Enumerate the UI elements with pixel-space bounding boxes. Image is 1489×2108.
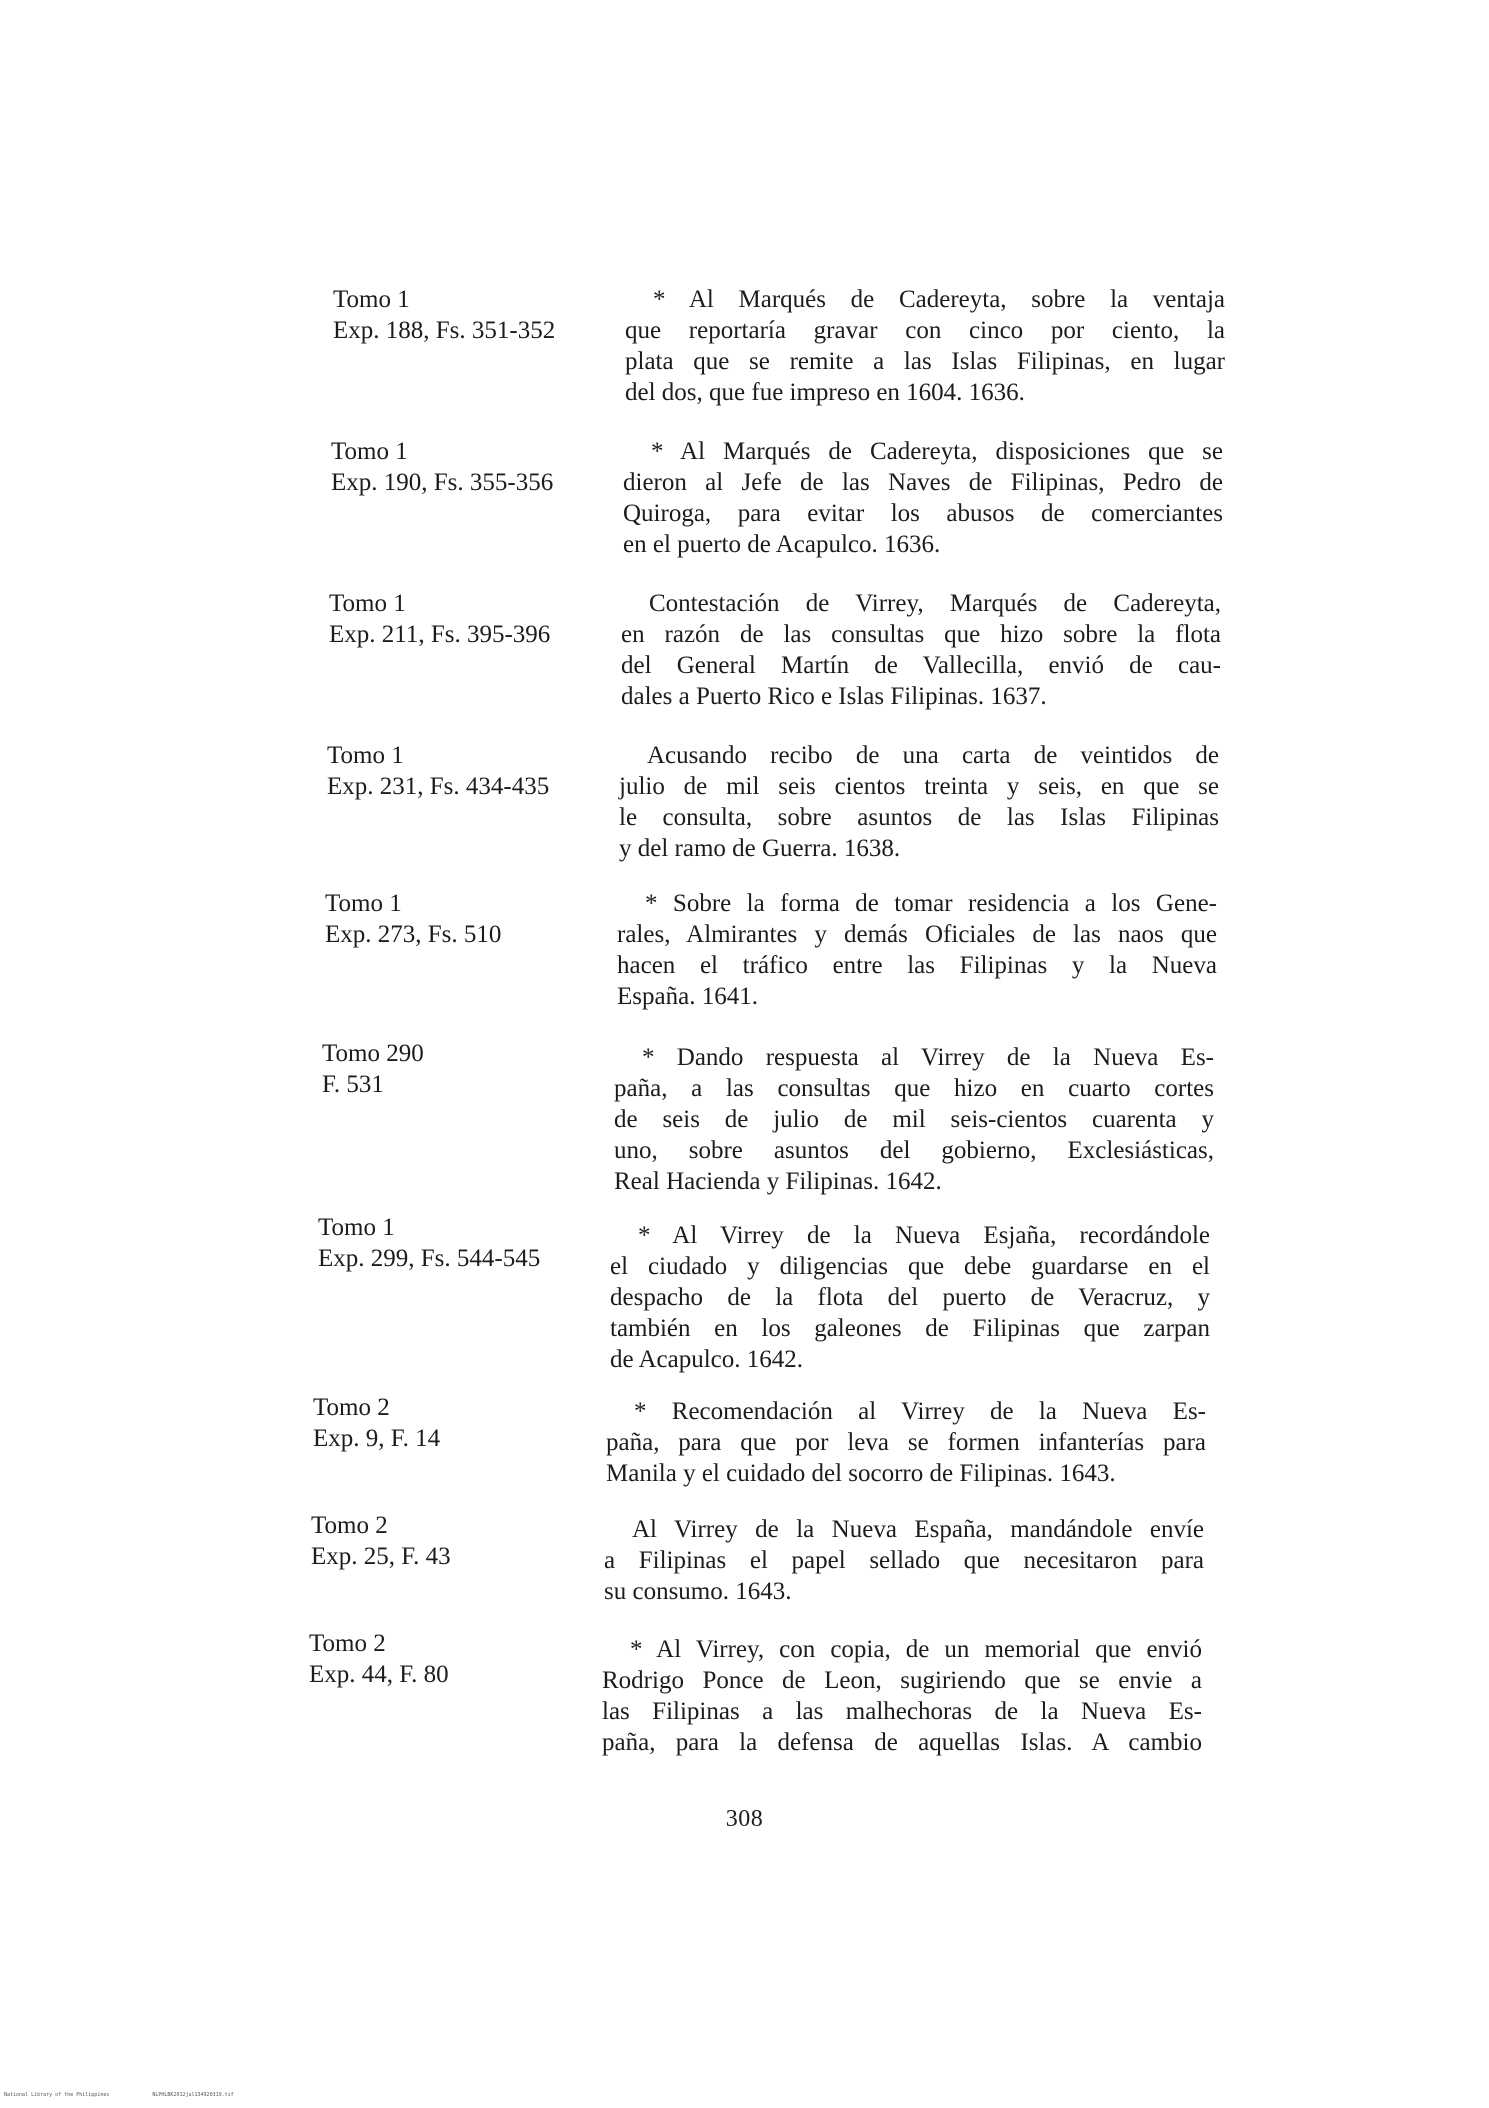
description-line: de seis de julio de mil seis-cientos cuarenta y	[614, 1106, 1214, 1133]
description-line: dales a Puerto Rico e Islas Filipinas. 1637.	[621, 683, 1047, 710]
footer-library: National Library of the Philippines	[4, 2092, 110, 2098]
description-line: hacen el tráfico entre las Filipinas y la Nueva	[617, 952, 1217, 979]
volume-label: Tomo 1	[331, 438, 408, 465]
description-line: su consumo. 1643.	[604, 1578, 792, 1605]
volume-label: Tomo 1	[327, 742, 404, 769]
entry-reference	[325, 888, 615, 950]
entry-reference	[322, 1038, 612, 1100]
entry-reference	[329, 588, 619, 650]
scan-footer	[4, 2092, 274, 2098]
description-line: en el puerto de Acapulco. 1636.	[623, 531, 941, 558]
description-line: julio de mil seis cientos treinta y seis, en que se	[619, 773, 1219, 800]
page-number: 308	[725, 1806, 764, 1832]
entry-reference	[327, 740, 617, 802]
description-line: el ciudado y diligencias que debe guardarse en el	[610, 1253, 1210, 1280]
entry-reference	[318, 1212, 608, 1274]
description-line: * Recomendación al Virrey de la Nueva Es-	[634, 1398, 1206, 1425]
description-line: de Acapulco. 1642.	[610, 1346, 804, 1373]
description-line: paña, para la defensa de aquellas Islas. A cambio	[602, 1729, 1202, 1756]
entry-reference	[331, 436, 621, 498]
description-line: plata que se remite a las Islas Filipinas, en lugar	[625, 348, 1225, 375]
description-line: * Al Virrey, con copia, de un memorial que envió	[630, 1636, 1202, 1663]
description-line: a Filipinas el papel sellado que necesitaron para	[604, 1547, 1204, 1574]
volume-label: Tomo 1	[318, 1214, 395, 1241]
entry-description	[604, 1514, 1204, 1607]
volume-label: Tomo 2	[311, 1512, 388, 1539]
file-label: Exp. 9, F. 14	[313, 1425, 441, 1452]
entry-reference	[313, 1392, 603, 1454]
entry-description	[619, 740, 1219, 864]
description-line: del dos, que fue impreso en 1604. 1636.	[625, 379, 1025, 406]
entry-description	[621, 588, 1221, 712]
description-line: en razón de las consultas que hizo sobre la flota	[621, 621, 1221, 648]
description-line: las Filipinas a las malhechoras de la Nueva Es-	[602, 1698, 1202, 1725]
description-line: Acusando recibo de una carta de veintidos de	[647, 742, 1219, 769]
entry-reference	[311, 1510, 601, 1572]
entry-description	[625, 284, 1225, 408]
entry-reference	[309, 1628, 599, 1690]
file-label: Exp. 190, Fs. 355-356	[331, 469, 554, 496]
volume-label: Tomo 2	[309, 1630, 386, 1657]
description-line: dieron al Jefe de las Naves de Filipinas, Pedro de	[623, 469, 1223, 496]
description-line: * Sobre la forma de tomar residencia a los Gene-	[645, 890, 1217, 917]
entry-description	[602, 1634, 1202, 1758]
description-line: Quiroga, para evitar los abusos de comerciantes	[623, 500, 1223, 527]
description-line: * Dando respuesta al Virrey de la Nueva Es-	[642, 1044, 1214, 1071]
file-label: Exp. 231, Fs. 434-435	[327, 773, 550, 800]
file-label: Exp. 299, Fs. 544-545	[318, 1245, 541, 1272]
description-line: Rodrigo Ponce de Leon, sugiriendo que se envie a	[602, 1667, 1202, 1694]
entry-description	[610, 1220, 1210, 1375]
description-line: * Al Marqués de Cadereyta, sobre la ventaja	[653, 286, 1225, 313]
volume-label: Tomo 290	[322, 1040, 424, 1067]
entry-reference	[333, 284, 623, 346]
description-line: le consulta, sobre asuntos de las Islas Filipinas	[619, 804, 1219, 831]
description-line: también en los galeones de Filipinas que zarpan	[610, 1315, 1210, 1342]
file-label: Exp. 25, F. 43	[311, 1543, 451, 1570]
description-line: paña, para que por leva se formen infanterías para	[606, 1429, 1206, 1456]
description-line: que reportaría gravar con cinco por ciento, la	[625, 317, 1225, 344]
file-label: Exp. 188, Fs. 351-352	[333, 317, 556, 344]
description-line: España. 1641.	[617, 983, 758, 1010]
description-line: y del ramo de Guerra. 1638.	[619, 835, 901, 862]
file-label: Exp. 211, Fs. 395-396	[329, 621, 551, 648]
description-line: despacho de la flota del puerto de Veracruz, y	[610, 1284, 1210, 1311]
description-line: * Al Virrey de la Nueva Esjaña, recordándole	[638, 1222, 1210, 1249]
description-line: paña, a las consultas que hizo en cuarto cortes	[614, 1075, 1214, 1102]
entry-description	[614, 1042, 1214, 1197]
description-line: Manila y el cuidado del socorro de Filipinas. 1643.	[606, 1460, 1116, 1487]
description-line: uno, sobre asuntos del gobierno, Exclesiásticas,	[614, 1137, 1214, 1164]
entry-description	[617, 888, 1217, 1012]
entry-description	[623, 436, 1223, 560]
footer-file-id: NLPHLBK2012jul134920319.tif	[152, 2092, 234, 2098]
description-line: Contestación de Virrey, Marqués de Cadereyta,	[649, 590, 1221, 617]
description-line: rales, Almirantes y demás Oficiales de las naos que	[617, 921, 1217, 948]
description-line: * Al Marqués de Cadereyta, disposiciones que se	[651, 438, 1223, 465]
file-label: Exp. 273, Fs. 510	[325, 921, 502, 948]
file-label: F. 531	[322, 1071, 384, 1098]
volume-label: Tomo 1	[333, 286, 410, 313]
volume-label: Tomo 1	[329, 590, 406, 617]
entry-description	[606, 1396, 1206, 1489]
description-line: del General Martín de Vallecilla, envió de cau-	[621, 652, 1221, 679]
description-line: Al Virrey de la Nueva España, mandándole envíe	[632, 1516, 1204, 1543]
volume-label: Tomo 2	[313, 1394, 390, 1421]
file-label: Exp. 44, F. 80	[309, 1661, 449, 1688]
description-line: Real Hacienda y Filipinas. 1642.	[614, 1168, 942, 1195]
volume-label: Tomo 1	[325, 890, 402, 917]
